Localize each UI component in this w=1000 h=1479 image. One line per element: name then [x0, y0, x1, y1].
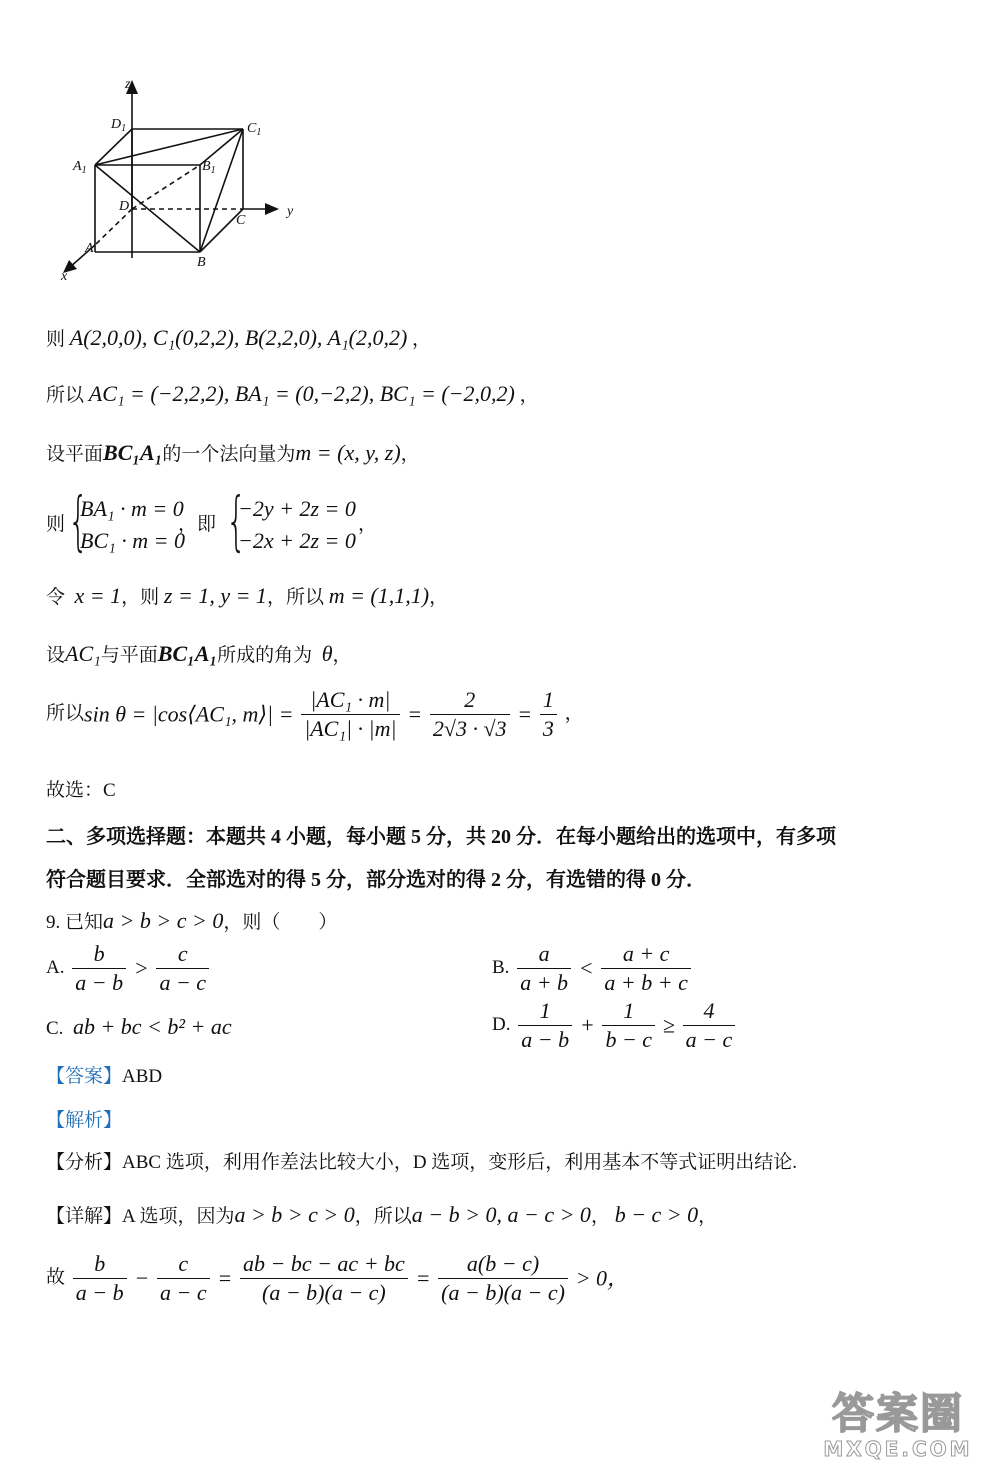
label-b1: B — [202, 159, 211, 174]
option-c: C. ab + bc < b² + ac — [46, 1014, 232, 1039]
section2-heading-1: 二、多项选择题：本题共 4 小题，每小题 5 分，共 20 分．在每小题给出的选项中，有多项 — [46, 826, 836, 848]
analysis-line — [46, 1110, 122, 1133]
option-d: D. $\frac{1}{a - b}$ + $\frac{1}{b - c}$ ≥ $\frac{4}{a - c}$ — [492, 997, 738, 1057]
vectors-expr: AC₁ = (−2,2,2), BA₁ = (0,−2,2), BC₁ = (−2,0,2) — [88, 381, 515, 406]
cube-figure — [55, 72, 315, 287]
angle-line: 设AC₁与平面BC₁A₁所成的角为 θ， — [46, 641, 352, 666]
analysis-tag: 【解析】 — [46, 1110, 123, 1131]
system-line: 则 { BA₁ · m = 0 BC₁ · m = 0 ，即 { −2y + 2z = 0 −2x + 2z = 0 ， — [46, 485, 378, 559]
section2-heading-2: 符合题目要求．全部选对的得 5 分，部分选对的得 2 分，有选错的得 0 分． — [46, 869, 706, 891]
normal-vector-line: 设平面BC₁A₁的一个法向量为m = (x, y, z)， — [46, 440, 420, 465]
svg-text:B1: $B_1$ — [202, 159, 216, 176]
let-line: 令 x = 1，则 z = 1, y = 1，所以 m = (1,1,1)， — [46, 583, 449, 608]
choice-line: 故选：C — [46, 780, 116, 801]
option-a: A. $\frac{b}{a - b}$ > $\frac{c}{a - c}$ — [46, 940, 212, 1000]
label-z: z — [125, 77, 131, 92]
svg-text:D1: $D_1$ — [111, 117, 127, 134]
answer-line: 【答案】ABD — [46, 1066, 163, 1087]
fenxi-line: 【分析】ABC 选项，利用作差法比较大小，D 选项，变形后，利用基本不等式证明出结论. — [46, 1152, 798, 1173]
label-x: x — [61, 269, 68, 284]
label-a1: A — [73, 159, 82, 174]
sin-line: 所以sin θ = |cos⟨AC₁, m⟩| = $\frac{\text{|AC₁ · m|}}{\text{|AC₁| · |m|}}$ = $\frac{2}{2√3 \cdot √3}$ = $\frac{1}{3}$ ， — [46, 687, 584, 741]
svg-text:C1: $C_1$ — [247, 121, 262, 138]
q9-stem: 9. 已知a > b > c > 0，则（ ） — [46, 908, 338, 933]
label-a: A — [85, 241, 94, 256]
label-c1: C — [247, 121, 257, 136]
watermark-text: 答案圈 — [831, 1389, 964, 1438]
xiangjie-line: 【详解】A 选项，因为a > b > c > 0，所以a − b > 0, a − c > 0， b − c > 0， — [46, 1202, 718, 1227]
svg-text:A1: $A_1$ — [73, 159, 87, 176]
answer-tag: 【答案】 — [46, 1066, 123, 1087]
label-c: C — [236, 213, 246, 228]
label-y: y — [287, 204, 294, 219]
coords-line: 则 A(2,0,0), C₁(0,2,2), B(2,2,0), A₁(2,0,2) ， — [46, 325, 432, 350]
final-derivation-line: 故 $\frac{b}{a - b}$ − $\frac{c}{a - c}$ = $\frac{ab - bc - ac + bc}{(a - b)(a - c)}$ = $\frac{a(b - c)}{(a - b)(a - c)}$ > 0， — [46, 1251, 630, 1305]
label-d1: D — [111, 117, 122, 132]
watermark-url: MXQE.COM — [823, 1437, 973, 1461]
watermark-logo — [804, 1391, 992, 1461]
coords-expr: A(2,0,0), C₁(0,2,2), B(2,2,0), A₁(2,0,2) — [69, 325, 408, 350]
label-d: D — [119, 199, 130, 214]
vectors-line: 所以 AC₁ = (−2,2,2), BA₁ = (0,−2,2), BC₁ = (−2,0,2) ， — [46, 381, 539, 406]
label-b: B — [197, 255, 206, 270]
option-b: B. $\frac{a}{a + b}$ < $\frac{a + c}{a + b + c}$ — [492, 940, 694, 1000]
